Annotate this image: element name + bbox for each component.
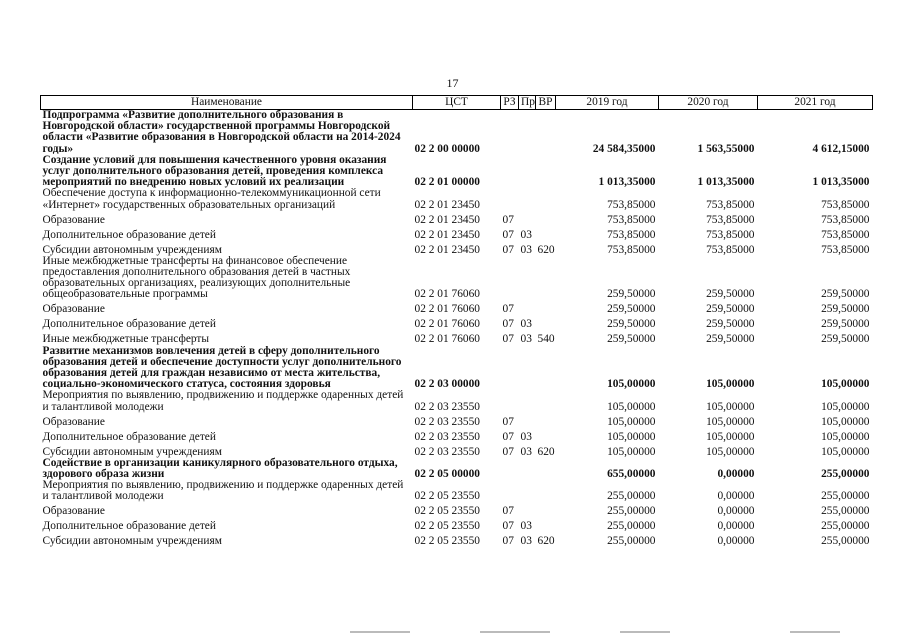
row-2021: 753,85000 xyxy=(821,243,870,256)
row-2019: 105,00000 xyxy=(607,400,656,413)
row-rz: 07 xyxy=(502,535,514,548)
row-2021: 255,00000 xyxy=(821,535,870,548)
row-2020: 259,50000 xyxy=(706,318,755,331)
row-pr xyxy=(519,211,536,226)
row-2019: 753,85000 xyxy=(607,228,656,241)
row-pr xyxy=(519,346,536,391)
row-name: Субсидии автономным учреждениям xyxy=(42,445,222,458)
table-row xyxy=(41,241,873,256)
row-cst: 02 2 01 23450 xyxy=(414,198,480,211)
row-cst: 02 2 01 23450 xyxy=(414,213,480,226)
row-2021: 105,00000 xyxy=(821,445,870,458)
row-2020: 0,00000 xyxy=(717,468,755,481)
page-number: 17 xyxy=(446,76,459,90)
row-pr: 03 xyxy=(520,445,532,458)
row-pr xyxy=(519,301,536,316)
row-2021: 259,50000 xyxy=(821,318,870,331)
row-2019: 259,50000 xyxy=(607,303,656,316)
row-pr: 03 xyxy=(520,430,532,443)
header-vr: ВР xyxy=(536,96,556,110)
row-2019: 259,50000 xyxy=(607,288,656,301)
row-2020: 1 013,35000 xyxy=(697,176,755,189)
table-row xyxy=(41,155,873,189)
row-2019: 753,85000 xyxy=(607,213,656,226)
table-row xyxy=(41,518,873,533)
row-2020: 0,00000 xyxy=(717,520,755,533)
row-rz xyxy=(501,346,519,391)
table-row xyxy=(41,110,873,155)
table-row xyxy=(41,346,873,391)
row-vr xyxy=(536,155,556,189)
row-2020: 1 563,55000 xyxy=(697,142,755,155)
row-rz: 07 xyxy=(502,213,514,226)
row-2020: 105,00000 xyxy=(706,400,755,413)
scan-artifact-line xyxy=(790,631,840,633)
header-rz: РЗ xyxy=(501,96,519,110)
row-cst: 02 2 01 23450 xyxy=(414,243,480,256)
row-name: Дополнительное образование детей xyxy=(42,318,216,331)
row-pr xyxy=(519,458,536,480)
row-2020: 105,00000 xyxy=(706,430,755,443)
row-vr xyxy=(536,110,556,155)
row-pr xyxy=(519,188,536,210)
header-2021: 2021 год xyxy=(758,96,873,110)
row-2021: 105,00000 xyxy=(821,415,870,428)
row-vr xyxy=(536,256,556,301)
row-2020: 259,50000 xyxy=(706,303,755,316)
row-pr: 03 xyxy=(520,520,532,533)
table-row xyxy=(41,316,873,331)
row-2020: 105,00000 xyxy=(706,378,755,391)
row-vr xyxy=(536,390,556,412)
scan-artifact-line xyxy=(620,631,670,633)
row-vr xyxy=(536,226,556,241)
row-vr xyxy=(536,211,556,226)
row-name: Иные межбюджетные трансферты на финансовое обеспечение предоставления дополнительного образования детей в частных образовательных организациях, реализующих дополнительные общеобразовательные программы xyxy=(42,254,351,301)
row-2021: 753,85000 xyxy=(821,198,870,211)
row-rz: 07 xyxy=(502,415,514,428)
table-row xyxy=(41,188,873,210)
row-rz: 07 xyxy=(502,430,514,443)
row-2020: 0,00000 xyxy=(717,505,755,518)
row-cst: 02 2 03 23550 xyxy=(414,430,480,443)
row-pr: 03 xyxy=(520,535,532,548)
row-2021: 753,85000 xyxy=(821,228,870,241)
row-2019: 255,00000 xyxy=(607,520,656,533)
row-cst: 02 2 03 23550 xyxy=(414,400,480,413)
row-2019: 753,85000 xyxy=(607,243,656,256)
row-2021: 259,50000 xyxy=(821,303,870,316)
header-2020: 2020 год xyxy=(659,96,758,110)
row-vr xyxy=(536,301,556,316)
scan-artifact-line xyxy=(350,631,410,633)
row-vr: 620 xyxy=(537,243,555,256)
row-cst: 02 2 05 23550 xyxy=(414,535,480,548)
row-name: Дополнительное образование детей xyxy=(42,430,216,443)
row-vr xyxy=(536,413,556,428)
row-2021: 259,50000 xyxy=(821,288,870,301)
row-name: Образование xyxy=(42,303,105,316)
row-cst: 02 2 05 23550 xyxy=(414,505,480,518)
row-name: Мероприятия по выявлению, продвижению и поддержке одаренных детей и талантливой молодежи xyxy=(42,389,404,413)
row-cst: 02 2 01 76060 xyxy=(414,303,480,316)
row-pr xyxy=(519,110,536,155)
row-2021: 255,00000 xyxy=(821,505,870,518)
row-2020: 0,00000 xyxy=(717,535,755,548)
row-vr xyxy=(536,480,556,502)
row-2019: 1 013,35000 xyxy=(598,176,656,189)
row-rz: 07 xyxy=(502,228,514,241)
row-2019: 259,50000 xyxy=(607,318,656,331)
row-pr: 03 xyxy=(520,243,532,256)
row-2021: 105,00000 xyxy=(821,378,870,391)
row-rz: 07 xyxy=(502,318,514,331)
table-row xyxy=(41,256,873,301)
row-cst: 02 2 01 23450 xyxy=(414,228,480,241)
row-2021: 255,00000 xyxy=(821,490,870,503)
row-rz xyxy=(501,256,519,301)
row-name: Субсидии автономным учреждениям xyxy=(42,535,222,548)
row-pr xyxy=(519,256,536,301)
row-name: Образование xyxy=(42,415,105,428)
row-cst: 02 2 05 23550 xyxy=(414,520,480,533)
table-row xyxy=(41,301,873,316)
table-row xyxy=(41,390,873,412)
row-2021: 255,00000 xyxy=(821,468,870,481)
row-pr xyxy=(519,413,536,428)
row-2019: 105,00000 xyxy=(607,445,656,458)
row-rz xyxy=(501,458,519,480)
row-2020: 105,00000 xyxy=(706,415,755,428)
table-header-row xyxy=(41,96,873,110)
row-name: Содействие в организации каникулярного образовательного отдыха, здорового образа жизни xyxy=(42,456,398,481)
row-2020: 753,85000 xyxy=(706,228,755,241)
row-name: Образование xyxy=(42,213,105,226)
row-2020: 753,85000 xyxy=(706,243,755,256)
row-cst: 02 2 01 00000 xyxy=(414,176,480,189)
scan-artifact-line xyxy=(480,631,550,633)
table-row xyxy=(41,458,873,480)
row-2020: 259,50000 xyxy=(706,288,755,301)
header-name: Наименование xyxy=(41,96,413,110)
row-2019: 753,85000 xyxy=(607,198,656,211)
budget-table xyxy=(40,95,873,548)
row-rz: 07 xyxy=(502,505,514,518)
row-cst: 02 2 01 76060 xyxy=(414,333,480,346)
row-rz: 07 xyxy=(502,333,514,346)
row-pr: 03 xyxy=(520,318,532,331)
row-2019: 255,00000 xyxy=(607,505,656,518)
row-rz xyxy=(501,188,519,210)
header-2019: 2019 год xyxy=(556,96,659,110)
row-cst: 02 2 01 76060 xyxy=(414,288,480,301)
row-cst: 02 2 05 00000 xyxy=(414,468,480,481)
header-cst: ЦСТ xyxy=(413,96,501,110)
row-cst: 02 2 03 23550 xyxy=(414,445,480,458)
row-vr: 540 xyxy=(537,333,555,346)
row-2021: 105,00000 xyxy=(821,400,870,413)
row-rz: 07 xyxy=(502,303,514,316)
row-cst: 02 2 03 23550 xyxy=(414,415,480,428)
row-vr xyxy=(536,188,556,210)
row-2021: 4 612,15000 xyxy=(812,142,870,155)
row-vr xyxy=(536,428,556,443)
table-row xyxy=(41,533,873,548)
row-rz: 07 xyxy=(502,520,514,533)
row-vr xyxy=(536,316,556,331)
row-name: Подпрограмма «Развитие дополнительного образования в Новгородской области» государственной программы Новгородской области «Развитие образования в Новгородской области на 2014-2024 годы» xyxy=(42,109,401,155)
row-rz xyxy=(501,480,519,502)
row-rz xyxy=(501,155,519,189)
row-2021: 753,85000 xyxy=(821,213,870,226)
row-name: Мероприятия по выявлению, продвижению и поддержке одаренных детей и талантливой молодежи xyxy=(42,479,404,503)
row-pr: 03 xyxy=(520,228,532,241)
row-vr: 620 xyxy=(537,535,555,548)
table-row xyxy=(41,428,873,443)
row-rz: 07 xyxy=(502,445,514,458)
row-2021: 1 013,35000 xyxy=(812,176,870,189)
row-2019: 105,00000 xyxy=(607,378,656,391)
row-2019: 105,00000 xyxy=(607,430,656,443)
table-row xyxy=(41,413,873,428)
table-row xyxy=(41,211,873,226)
row-2020: 753,85000 xyxy=(706,198,755,211)
table-row xyxy=(41,331,873,346)
row-name: Дополнительное образование детей xyxy=(42,520,216,533)
row-vr xyxy=(536,503,556,518)
row-2019: 24 584,35000 xyxy=(592,142,656,155)
row-cst: 02 2 00 00000 xyxy=(414,142,480,155)
row-2021: 105,00000 xyxy=(821,430,870,443)
row-2019: 655,00000 xyxy=(607,468,656,481)
table-row xyxy=(41,226,873,241)
row-name: Создание условий для повышения качественного уровня оказания услуг дополнительного образования детей, проведения комплекса мероприятий по внедрению новых условий их реализации xyxy=(42,153,387,189)
row-pr xyxy=(519,503,536,518)
table-row xyxy=(41,480,873,502)
row-2019: 105,00000 xyxy=(607,415,656,428)
row-pr xyxy=(519,390,536,412)
row-cst: 02 2 05 23550 xyxy=(414,490,480,503)
row-rz xyxy=(501,110,519,155)
row-vr: 620 xyxy=(537,445,555,458)
row-rz: 07 xyxy=(502,243,514,256)
row-cst: 02 2 01 76060 xyxy=(414,318,480,331)
row-pr: 03 xyxy=(520,333,532,346)
row-name: Образование xyxy=(42,505,105,518)
header-pr: Пр xyxy=(519,96,536,110)
row-2019: 255,00000 xyxy=(607,490,656,503)
row-cst: 02 2 03 00000 xyxy=(414,378,480,391)
row-2020: 0,00000 xyxy=(717,490,755,503)
row-name: Обеспечение доступа к информационно-телекоммуникационной сети «Интернет» государственных образовательных организаций xyxy=(42,187,381,211)
row-vr xyxy=(536,346,556,391)
table-row xyxy=(41,503,873,518)
row-2019: 255,00000 xyxy=(607,535,656,548)
row-2021: 255,00000 xyxy=(821,520,870,533)
row-2020: 259,50000 xyxy=(706,333,755,346)
row-pr xyxy=(519,155,536,189)
row-pr xyxy=(519,480,536,502)
row-rz xyxy=(501,390,519,412)
table-row xyxy=(41,443,873,458)
row-name: Дополнительное образование детей xyxy=(42,228,216,241)
row-vr xyxy=(536,458,556,480)
row-name: Развитие механизмов вовлечения детей в сферу дополнительного образования детей и обеспечение доступности услуг дополнительного образования детей для граждан независимо от места жительства, социально-экономического статуса, состояния здоровья xyxy=(42,344,402,391)
row-2019: 259,50000 xyxy=(607,333,656,346)
row-name: Субсидии автономным учреждениям xyxy=(42,243,222,256)
row-vr xyxy=(536,518,556,533)
row-2020: 753,85000 xyxy=(706,213,755,226)
row-name: Иные межбюджетные трансферты xyxy=(42,333,210,346)
row-2020: 105,00000 xyxy=(706,445,755,458)
row-2021: 259,50000 xyxy=(821,333,870,346)
